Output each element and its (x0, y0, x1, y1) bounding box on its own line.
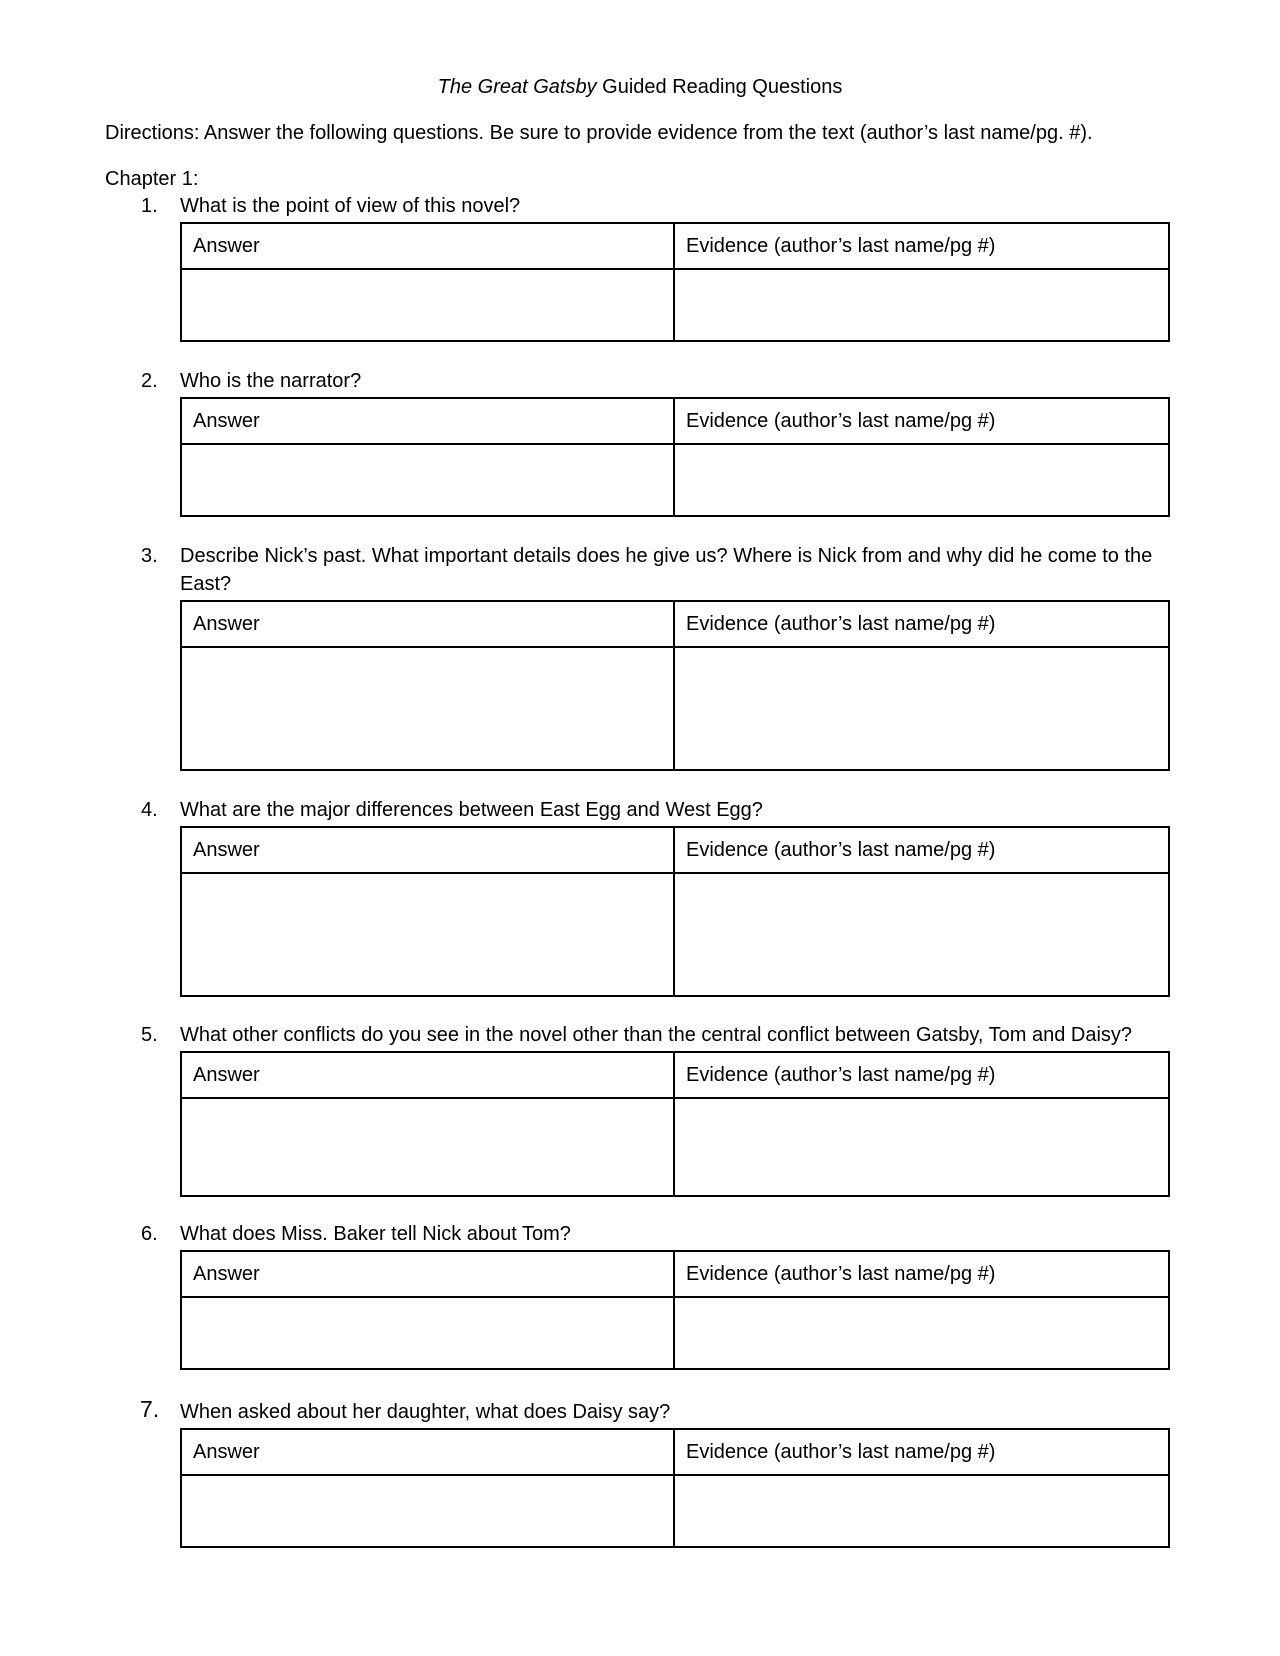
answer-cell[interactable] (181, 269, 674, 341)
answer-header: Answer (181, 601, 674, 647)
evidence-cell[interactable] (674, 1475, 1169, 1547)
question-text: What is the point of view of this novel? (180, 195, 521, 217)
evidence-cell[interactable] (674, 1098, 1169, 1196)
answer-header: Answer (181, 1052, 674, 1098)
question-number: 2. (141, 370, 158, 392)
evidence-header: Evidence (author’s last name/pg #) (674, 398, 1169, 444)
answer-cell[interactable] (181, 1098, 674, 1196)
evidence-header: Evidence (author’s last name/pg #) (674, 223, 1169, 269)
answer-cell[interactable] (181, 444, 674, 516)
question-text: What does Miss. Baker tell Nick about Tom? (180, 1223, 571, 1245)
evidence-header: Evidence (author’s last name/pg #) (674, 601, 1169, 647)
answer-table (180, 1428, 1170, 1548)
answer-header: Answer (181, 398, 674, 444)
answer-header: Answer (181, 827, 674, 873)
question-number: 5. (141, 1024, 158, 1046)
answer-cell[interactable] (181, 873, 674, 996)
answer-cell[interactable] (181, 1297, 674, 1369)
evidence-header: Evidence (author’s last name/pg #) (674, 1251, 1169, 1297)
question-number: 1. (141, 195, 158, 217)
answer-table (180, 397, 1170, 517)
evidence-cell[interactable] (674, 873, 1169, 996)
evidence-header: Evidence (author’s last name/pg #) (674, 1052, 1169, 1098)
question-number: 6. (141, 1223, 158, 1245)
question-text: What are the major differences between East Egg and West Egg? (180, 799, 763, 821)
title-rest: Guided Reading Questions (596, 76, 843, 98)
chapter-heading: Chapter 1: (105, 168, 199, 190)
answer-cell[interactable] (181, 1475, 674, 1547)
evidence-cell[interactable] (674, 647, 1169, 770)
question-text: What other conflicts do you see in the novel other than the central conflict between Gatsby, Tom and Daisy? (180, 1024, 1133, 1046)
answer-table (180, 1250, 1170, 1370)
question-text: Who is the narrator? (180, 370, 362, 392)
answer-header: Answer (181, 1251, 674, 1297)
evidence-cell[interactable] (674, 1297, 1169, 1369)
answer-table (180, 826, 1170, 997)
directions-text: Directions: Answer the following questions. Be sure to provide evidence from the text (author’s last name/pg. #). (105, 122, 1093, 144)
question-number: 7. (140, 1396, 160, 1422)
answer-table (180, 600, 1170, 771)
evidence-cell[interactable] (674, 269, 1169, 341)
question-text: When asked about her daughter, what does Daisy say? (180, 1401, 671, 1423)
evidence-cell[interactable] (674, 444, 1169, 516)
answer-table (180, 1051, 1170, 1197)
answer-cell[interactable] (181, 647, 674, 770)
question-number: 3. (141, 545, 158, 567)
page-title (0, 74, 1280, 100)
evidence-header: Evidence (author’s last name/pg #) (674, 1429, 1169, 1475)
evidence-header: Evidence (author’s last name/pg #) (674, 827, 1169, 873)
question-number: 4. (141, 799, 158, 821)
question-text: Describe Nick’s past. What important details does he give us? Where is Nick from and why did he come to the East? (180, 545, 1153, 595)
title-book-name: The Great Gatsby (437, 76, 597, 98)
answer-table (180, 222, 1170, 342)
answer-header: Answer (181, 223, 674, 269)
answer-header: Answer (181, 1429, 674, 1475)
